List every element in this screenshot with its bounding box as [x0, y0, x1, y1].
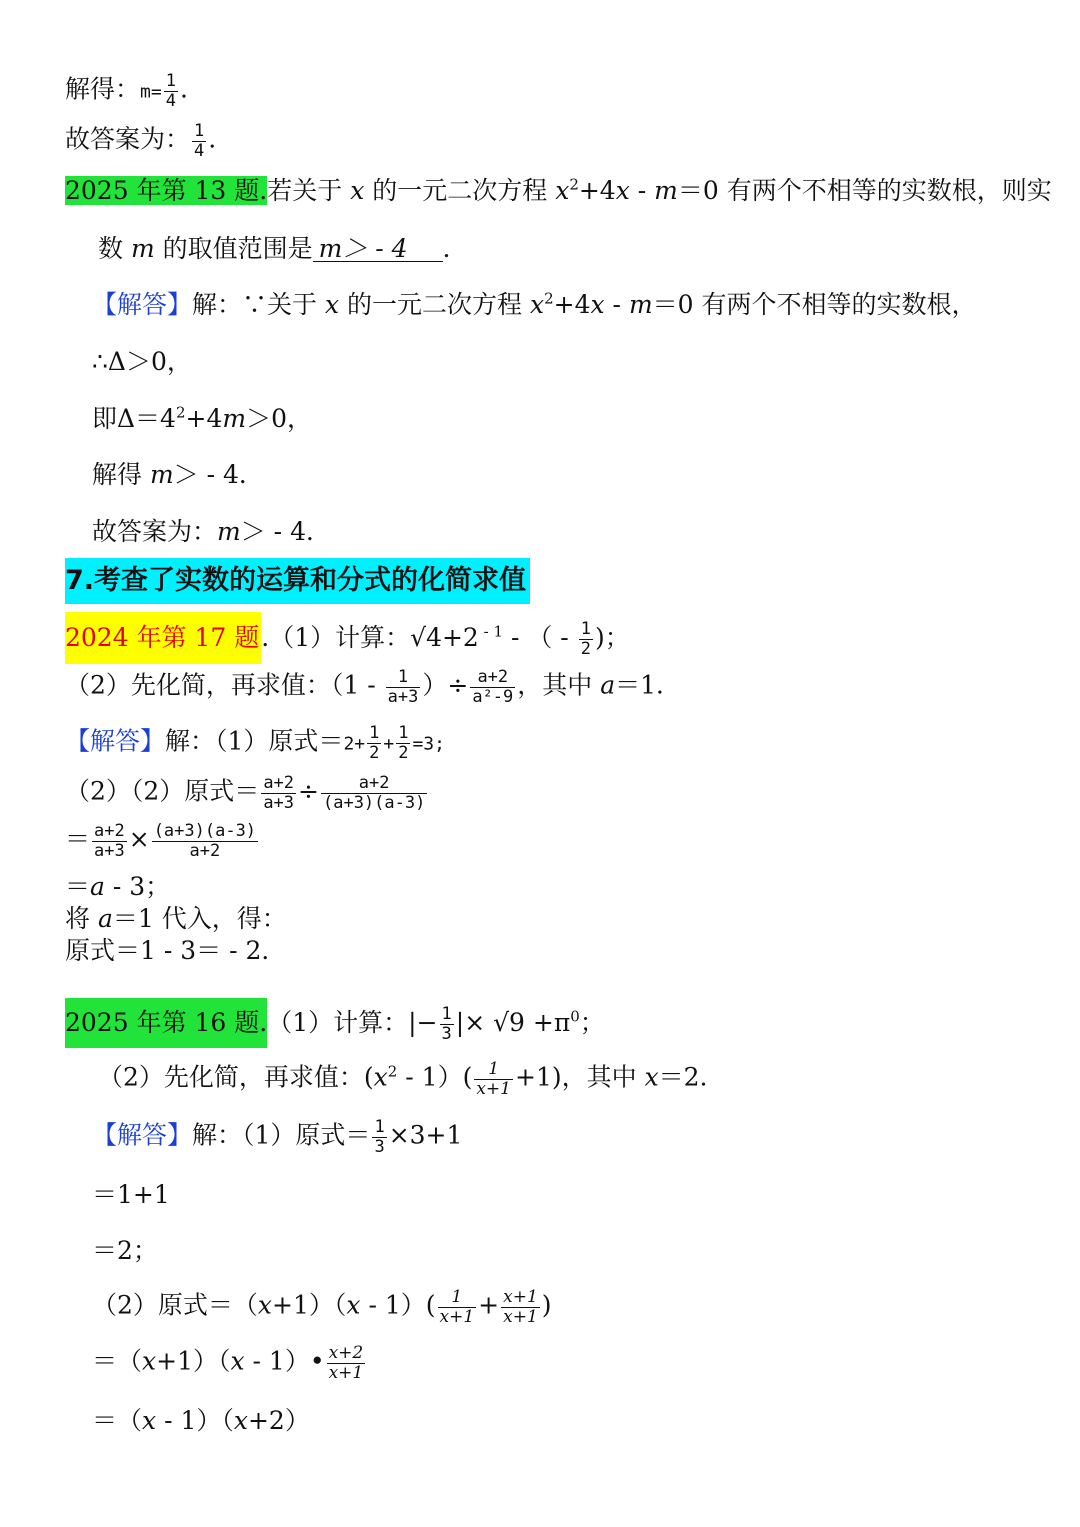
- question-17-part2: （2）先化简，再求值：（1 - $\frac{1}{a+3}$ ）÷ $\frac{a+2}{\text{a²-9}}$ ，其中 a＝1．: [65, 667, 682, 707]
- solution-step: 原式＝1 - 3＝ - 2．: [65, 936, 287, 965]
- solution-step: （2）（2）原式＝ $\frac{a+2}{a+3}$ ÷ $\frac{a+2}{(a+3)(a-3)}$: [65, 773, 426, 813]
- question-17: 2024 年第 17 题.（1）计算：√4+2 $^{- 1}$ - （ - $\frac{1}{2}$ )；: [65, 612, 630, 664]
- solution-step: ∴Δ＞0，: [92, 347, 192, 376]
- solution-header: 【解答】解：（1）原式＝2+ $\frac{1}{2}$ + $\frac{1}{2}$ =3;: [65, 723, 445, 763]
- solution-step: ＝（x+1）（x - 1）• $\frac{x+2}{x+1}$: [92, 1343, 364, 1383]
- question-16-part2: （2）先化简，再求值：$(x^2 - 1)$( $\frac{1}{x+1}$ +1)，其中 x＝2．: [98, 1059, 725, 1099]
- question-tag: 2025 年第 16 题.: [65, 998, 267, 1048]
- solution-step: ＝（x - 1）（x+2）: [92, 1406, 310, 1435]
- question-tag: 2025 年第 13 题.: [65, 176, 268, 205]
- solution-step: 将 a＝1 代入，得：: [65, 904, 287, 933]
- solution-step: 即$\Delta=4^2+4m>0$，: [92, 403, 312, 433]
- solution-step: （2）原式＝（x+1）（x - 1）( $\frac{1}{x+1}$ + $\frac{x+1}{x+1}$ ): [92, 1287, 552, 1327]
- solution-step: ＝ $\frac{a+2}{a+3}$ × $\frac{(a+3)(a-3)}{a+2}$: [65, 821, 257, 861]
- solution-step: ＝2；: [92, 1236, 158, 1265]
- question-16: 2025 年第 16 题.（1）计算：|− $\frac{1}{3}$ |× $√9 +\pi^0$；: [65, 998, 605, 1048]
- question-13: 2025 年第 13 题.若关于 x 的一元二次方程 $x^2+4x - m=0$ 有两个不相等的实数根，则实: [65, 175, 1052, 205]
- solution-step: ＝a - 3；: [65, 872, 171, 901]
- section-heading: 7.考查了实数的运算和分式的化简求值: [65, 558, 530, 604]
- question-13-line2: 数 m 的取值范围是 m＞ - 4 ．: [98, 234, 468, 263]
- solution-header: 【解答】解：∵关于 x 的一元二次方程 $x^2+4x - m=0$ 有两个不相等的实数根，: [92, 289, 977, 319]
- solution-header: 【解答】解：（1）原式＝ $\frac{1}{3}$ ×3+1: [92, 1117, 463, 1157]
- answer-blank: m＞ - 4: [313, 236, 443, 262]
- answer-line: 故答案为： $\frac{1}{4}$ .: [65, 121, 217, 161]
- question-tag: 2024 年第 17 题: [65, 612, 261, 664]
- solution-line: 解得：m= $\frac{1}{4}$ .: [65, 71, 188, 111]
- solution-step: 故答案为：m＞ - 4．: [92, 517, 331, 546]
- solution-step: 解得 m＞ - 4．: [92, 460, 264, 489]
- solution-step: ＝1+1: [92, 1180, 170, 1209]
